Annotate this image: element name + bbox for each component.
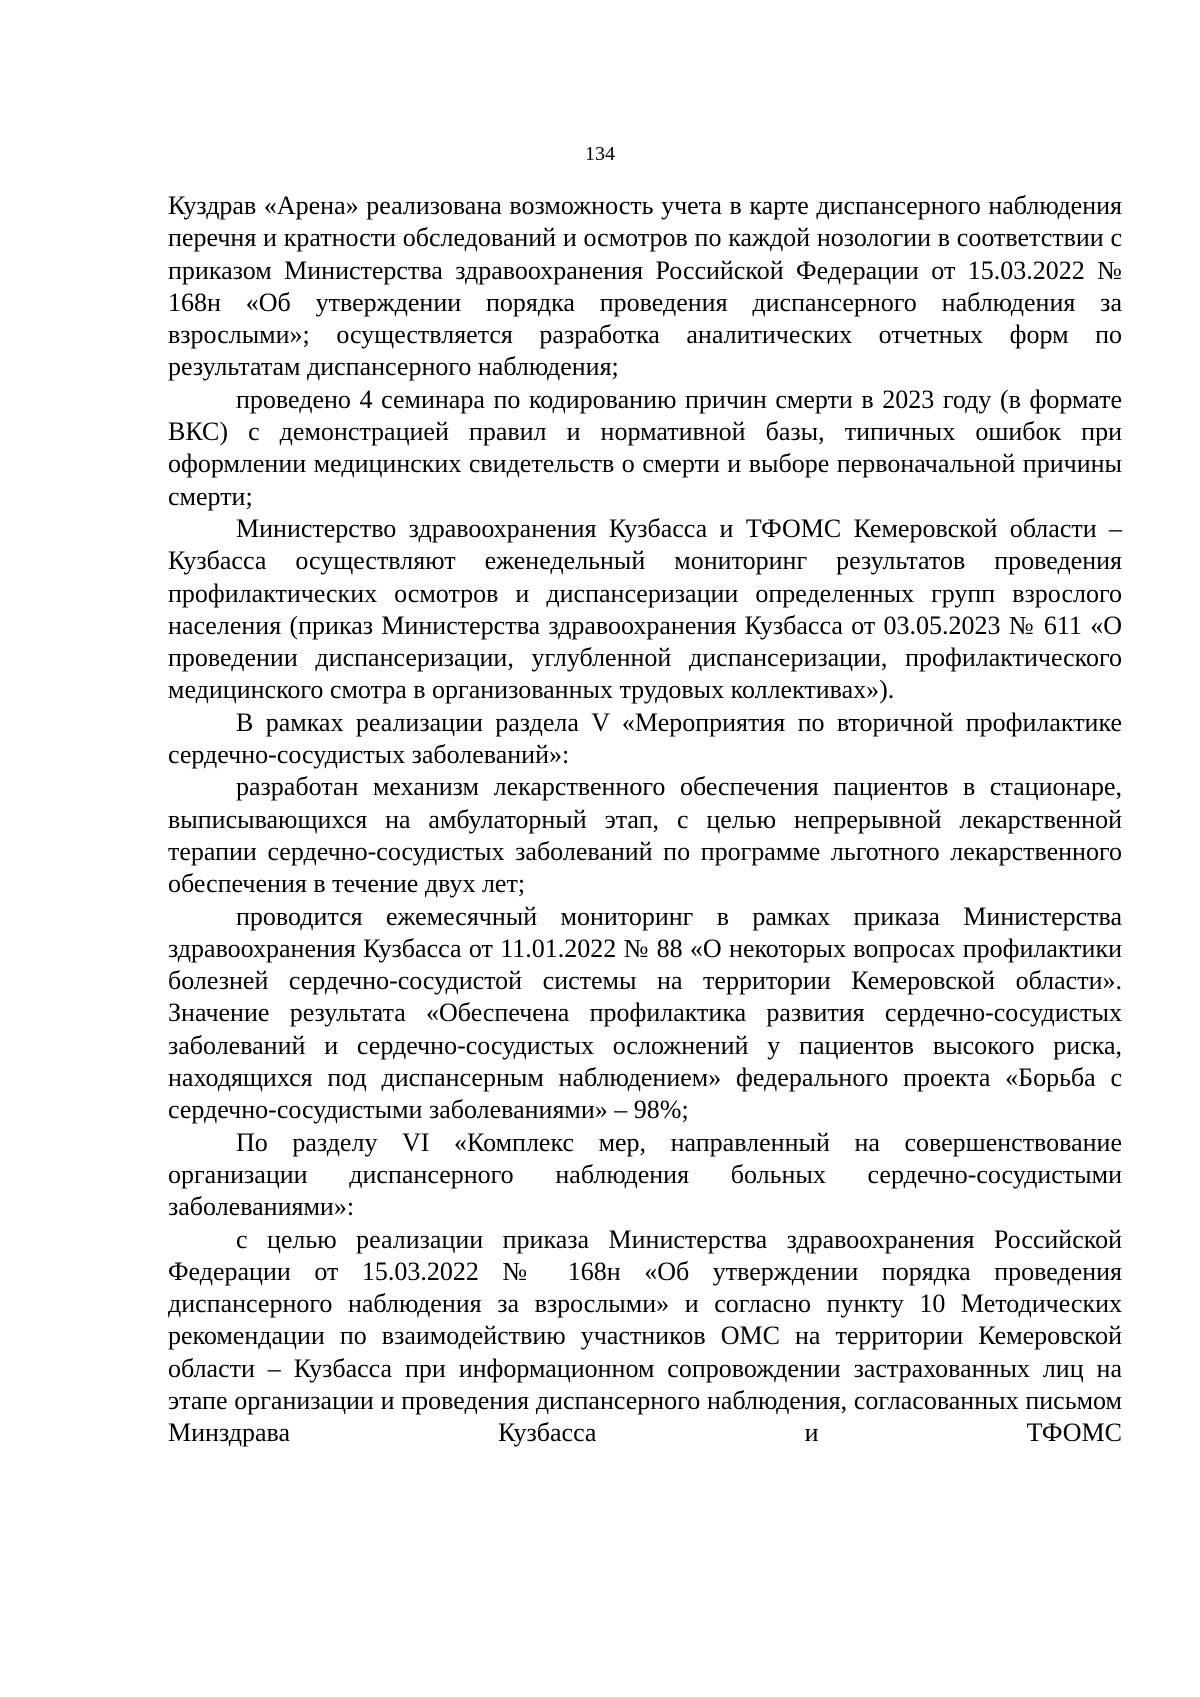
paragraph-3: Министерство здравоохранения Кузбасса и ТФОМС Кемеровской области – Кузбасса осуществляют еженедельный мониторинг результатов проведения профилактических осмотров и диспансеризации определенных групп взрослого населения (приказ Министерства здравоохранения Кузбасса от 03.05.2023 № 611 «О проведении диспансеризации, углубленной диспансеризации, профилактического медицинского смотра в организованных трудовых коллективах»). [168, 513, 1122, 705]
paragraph-5: разработан механизм лекарственного обеспечения пациентов в стационаре, выписывающихся на амбулаторный этап, с целью непрерывной лекарственной терапии сердечно-сосудистых заболеваний по программе льготного лекарственного обеспечения в течение двух лет; [168, 772, 1122, 899]
paragraph-2: проведено 4 семинара по кодированию причин смерти в 2023 году (в формате ВКС) с демонстрацией правил и нормативной базы, типичных ошибок при оформлении медицинских свидетельств о смерти и выборе первоначальной причины смерти; [168, 384, 1122, 511]
page-number: 134 [585, 143, 615, 165]
paragraph-8: с целью реализации приказа Министерства здравоохранения Российской Федерации от 15.03.2022 № 168н «Об утверждении порядка проведения диспансерного наблюдения за взрослыми» и согласно пункту 10 Методических рекомендации по взаимодействию участников ОМС на территории Кемеровской области – Кузбасса при информационном сопровождении застрахованных лиц на этапе организации и проведения диспансерного наблюдения, согласованных письмом Минздрава Кузбасса и ТФОМС [168, 1224, 1122, 1448]
paragraph-6: проводится ежемесячный мониторинг в рамках приказа Министерства здравоохранения Кузбасса от 11.01.2022 № 88 «О некоторых вопросах профилактики болезней сердечно-сосудистой системы на территории Кемеровской области». Значение результата «Обеспечена профилактика развития сердечно-сосудистых заболеваний и сердечно-сосудистых осложнений у пациентов высокого риска, находящихся под диспансерным наблюдением» федерального проекта «Борьба с сердечно-сосудистыми заболеваниями» – 98%; [168, 901, 1122, 1125]
document-body [168, 190, 1122, 1450]
paragraph-4: В рамках реализации раздела V «Мероприятия по вторичной профилактике сердечно-сосудистых заболеваний»: [168, 707, 1122, 770]
paragraph-7: По разделу VI «Комплекс мер, направленный на совершенствование организации диспансерного наблюдения больных сердечно-сосудистыми заболеваниями»: [168, 1127, 1122, 1222]
paragraph-1: Куздрав «Арена» реализована возможность учета в карте диспансерного наблюдения перечня и кратности обследований и осмотров по каждой нозологии в соответствии с приказом Министерства здравоохранения Российской Федерации от 15.03.2022 № 168н «Об утверждении порядка проведения диспансерного наблюдения за взрослыми»; осуществляется разработка аналитических отчетных форм по результатам диспансерного наблюдения; [168, 191, 1122, 382]
